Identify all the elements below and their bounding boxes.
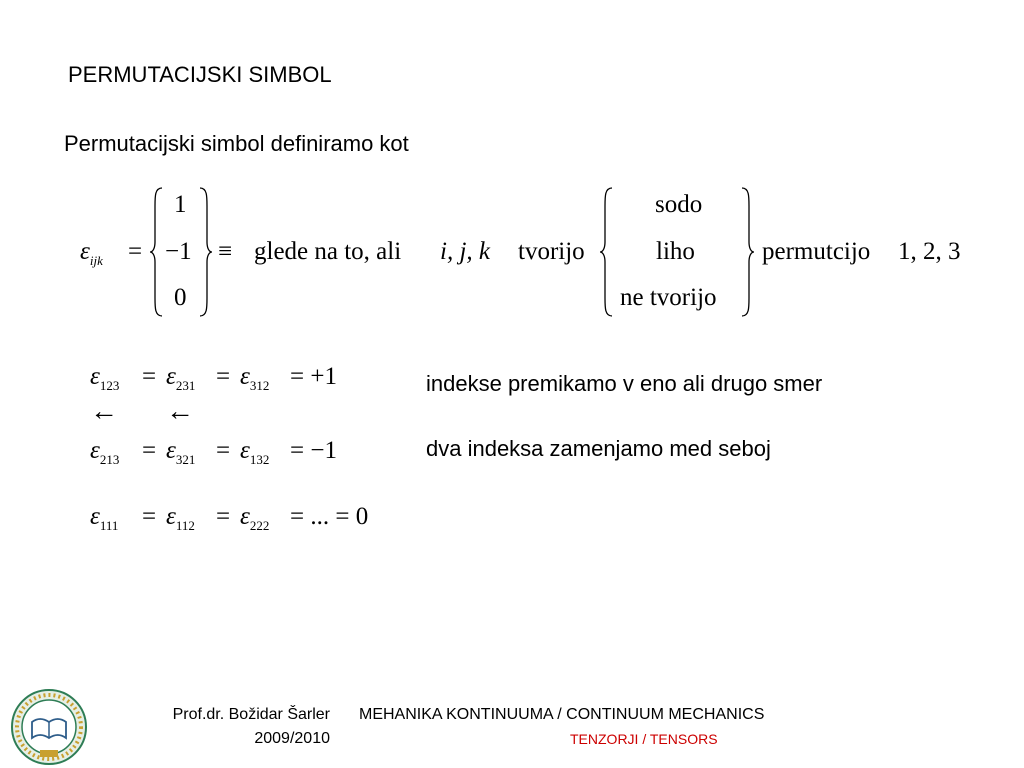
- subscript: 231: [175, 378, 196, 393]
- note: dva indeksa zamenjamo med seboj: [426, 436, 771, 461]
- epsilon-symbol: ε: [80, 238, 90, 265]
- left-arrow-icon: ←: [166, 396, 194, 427]
- epsilon-symbol: ε: [90, 437, 100, 464]
- term-3: [240, 363, 269, 391]
- university-seal-icon: [10, 688, 88, 766]
- result: = ... = 0: [290, 503, 369, 530]
- term-1: [90, 363, 119, 391]
- right-brace-close: [740, 186, 754, 318]
- epsilon-subscript: ijk: [89, 253, 103, 268]
- epsilon-symbol: ε: [90, 363, 100, 390]
- term-1: [90, 437, 119, 465]
- term-1: [90, 503, 118, 531]
- result: = −1: [290, 437, 337, 464]
- page-title: PERMUTACIJSKI SIMBOL: [68, 62, 332, 87]
- footer-author: Prof.dr. Božidar Šarler: [172, 706, 330, 723]
- epsilon-ijk: [80, 238, 103, 266]
- subscript: 112: [175, 518, 195, 533]
- subscript: 111: [99, 518, 119, 533]
- equals-sign: =: [142, 363, 157, 390]
- subscript: 222: [249, 518, 270, 533]
- intro-text: Permutacijski simbol definiramo kot: [64, 131, 409, 156]
- left-arrow-icon: ←: [90, 396, 118, 427]
- subscript: 132: [249, 452, 270, 467]
- epsilon-symbol: ε: [166, 437, 176, 464]
- epsilon-symbol: ε: [166, 503, 176, 530]
- case-right-1: sodo: [655, 191, 703, 218]
- right-brace-open: [600, 186, 614, 318]
- term-2: [166, 363, 195, 391]
- index-set: 1, 2, 3: [898, 238, 961, 265]
- left-brace-open: [150, 186, 164, 318]
- result: = +1: [290, 363, 337, 390]
- case-right-3: ne tvorijo: [620, 284, 717, 311]
- footer-course: MEHANIKA KONTINUUMA / CONTINUUM MECHANICS: [359, 706, 765, 723]
- term-3: [240, 503, 269, 531]
- equals-sign: =: [216, 363, 231, 390]
- term-2: [166, 437, 195, 465]
- epsilon-symbol: ε: [166, 363, 176, 390]
- note: indekse premikamo v eno ali drugo smer: [426, 371, 823, 396]
- term-3: [240, 437, 269, 465]
- subscript: 123: [99, 378, 120, 393]
- case-left-1: 1: [174, 191, 187, 218]
- equals-sign: =: [142, 437, 157, 464]
- subscript: 213: [99, 452, 120, 467]
- equals-sign: =: [128, 238, 143, 265]
- epsilon-symbol: ε: [90, 503, 100, 530]
- text-mid: tvorijo: [518, 238, 585, 265]
- footer-subcourse: TENZORJI / TENSORS: [570, 731, 718, 747]
- subscript: 321: [175, 452, 196, 467]
- term-2: [166, 503, 195, 531]
- case-left-2: −1: [165, 238, 192, 265]
- left-brace-close: [198, 186, 212, 318]
- epsilon-symbol: ε: [240, 437, 250, 464]
- case-left-3: 0: [174, 284, 187, 311]
- epsilon-symbol: ε: [240, 503, 250, 530]
- equals-sign: =: [142, 503, 157, 530]
- case-right-2: liho: [656, 238, 695, 265]
- text-before: glede na to, ali: [254, 238, 402, 265]
- indices-ijk: i, j, k: [440, 238, 490, 265]
- equals-sign: =: [216, 437, 231, 464]
- equiv-sign: ≡: [218, 238, 233, 265]
- equals-sign: =: [216, 503, 231, 530]
- subscript: 312: [249, 378, 270, 393]
- footer-year: 2009/2010: [254, 730, 330, 747]
- epsilon-symbol: ε: [240, 363, 250, 390]
- text-after: permutcijo: [762, 238, 871, 265]
